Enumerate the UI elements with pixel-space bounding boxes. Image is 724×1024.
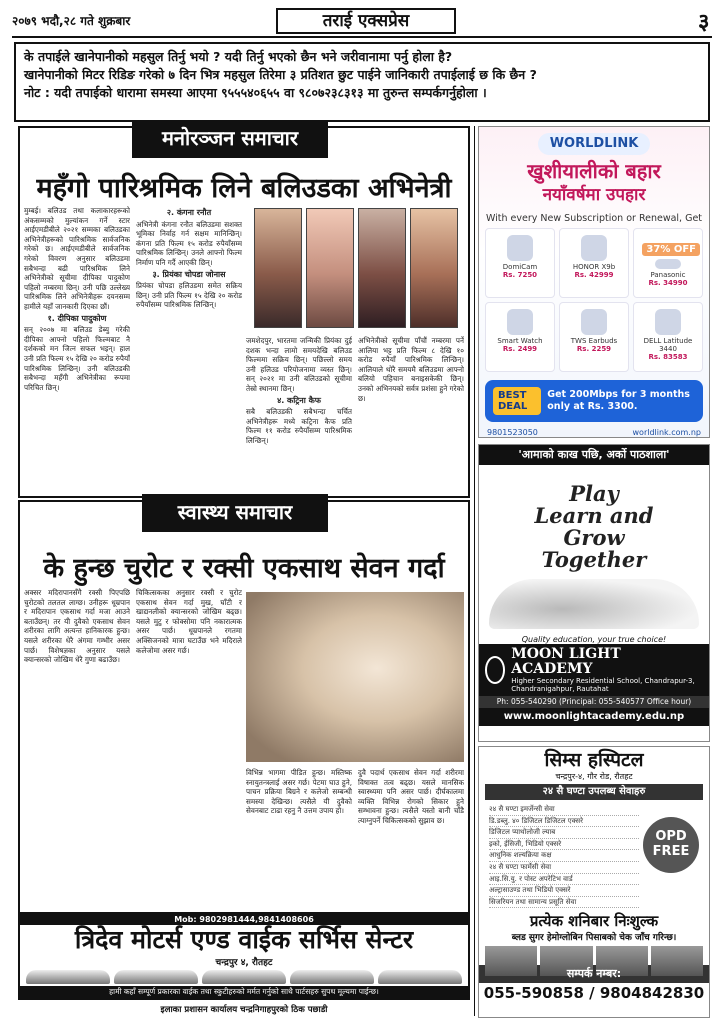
tridev-bikes: [20, 968, 468, 986]
service-item: इको, ईसिजी, भिडियो एक्सरे: [489, 839, 639, 851]
hospital-photo: [485, 946, 537, 976]
worldlink-title-2: नयाँवर्षमा उपहार: [542, 185, 646, 205]
moonlight-academy-ad: [478, 444, 710, 742]
product-name: Smart Watch: [497, 337, 543, 345]
opd-free-label: FREE: [652, 844, 690, 859]
worldlink-offer: With every New Subscription or Renewal, Get: [485, 213, 703, 224]
phone-icon: [581, 235, 607, 261]
column-divider: [474, 126, 475, 1016]
opd-free-badge: [643, 817, 699, 873]
moonlight-slogan: [479, 483, 709, 571]
laptop-icon: [655, 309, 681, 335]
saturday-free-checkup: प्रत्येक शनिबार निःशुल्क: [529, 912, 659, 931]
entertainment-col1-text: मुम्बई। बलिउड तथा कलाकारहरूको अंकसम्मको मुल्यांकन गर्ने स्टार आईएमडीबीले २०२१ सम्मका बलिउडका अभिनेत्रीहरूको पारिश्रमिक सार्वजनिक गरेको छ। आईएमडीबीले सार्वजनिक गरेको विवरण अनुसार बलिउडमा सबैभन्दा बढी पारिश्रमिक लिने अभिनेत्रीको सूचीमा दीपिका पादुकोण पहिलो नम्बरमा छिन्। उनी पछि उल्लेख्य पारिश्रमिक लिने अभिनेत्रीहरू दयनसम्म हामीले यहाँ जानकारी दिएका छौं।: [24, 206, 130, 311]
issue-date: २०७९ भदौ,२८ गते शुक्रबार: [12, 14, 131, 28]
sims-contact-label: सम्पर्क नम्बर:: [479, 965, 709, 983]
health-section-label: स्वास्थ्य समाचार: [142, 494, 328, 532]
slogan-line: Grow: [563, 525, 625, 550]
tridev-address: चन्द्रपुर ४, रौतहट: [215, 958, 273, 968]
entertainment-column-4: [358, 336, 464, 494]
product-card: [633, 302, 703, 372]
actress-photo: [410, 208, 458, 328]
moonlight-name: MOON LIGHT ACADEMY: [511, 646, 621, 677]
sims-contact-numbers: 055-590858 / 9804842830: [483, 984, 705, 1003]
hospital-photos: [479, 943, 709, 965]
deal-text: Get 200Mbps for 3 months only at Rs. 3300.: [547, 389, 690, 412]
actress-photo: [306, 208, 354, 328]
entertainment-col1-text-b: सन् २००७ मा बलिउड डेब्यु गरेकी दीपिका आफ्नो पहिलो फिल्मबाट नै दर्शकको मन जित्न सफल भइन्। हाल उनी प्रति फिल्म १५ देखि २० करोड रुपैयाँ पारिश्रमिक लिन्छिन्। उनी बलिउडकी सबैभन्दा महँगी अभिनेत्रीका रूपमा परिचित छिन्।: [24, 325, 130, 392]
worldlink-products: [479, 224, 709, 376]
tridev-mobile: Mob: 9802981444,9841408606: [20, 914, 468, 925]
entertainment-headline: महँगो पारिश्रमिक लिने बलिउडका अभिनेत्री: [36, 173, 452, 204]
product-price: Rs. 2259: [576, 345, 612, 353]
service-item: डि.डब्लु. ४० डिजिटल डिजिटल एक्सरे: [489, 816, 639, 828]
service-item: सिजरियन तथा सामान्य प्रसूति सेवा: [489, 897, 639, 909]
health-col3-text: विभिन्न भागमा पीडित हुन्छ। मस्तिष्क स्नायुतन्त्रलाई असर गर्छ। पेटमा घाउ हुने, पाचन प्रक्रिया बिग्रने र कलेजो सम्बन्धी समस्या देखिन्छ। त्यसैले यी दुवैको सेवनबाट टाढा रहनु नै उत्तम उपाय हो।: [246, 768, 352, 816]
entertainment-col3-subhead: ४. कट्रिना कैफ: [277, 395, 321, 405]
opd-label: OPD: [655, 829, 687, 844]
product-card: [559, 302, 629, 372]
notice-line-1: के तपाईले खानेपानीको महसुल तिर्नु भयो ? यदी तिर्नु भएको छैन भने जरीवानामा पर्नु होला है?: [24, 49, 453, 64]
bike-image: [378, 970, 462, 984]
service-item: डिजिटल प्याथोलोजी ल्याब: [489, 827, 639, 839]
service-item: २४ सै घण्टा फार्मेसी सेवा: [489, 862, 639, 874]
product-card: [485, 228, 555, 298]
moonlight-subtitle: Higher Secondary Residential School, Chandrapur-3, Chandranigahpur, Rautahat: [511, 677, 695, 693]
discount-badge: 37% OFF: [642, 243, 700, 256]
free-tests-note: ब्लड सुगर हेमोग्लोबिन पिसाबको चेक जाँच गरिन्छ।: [511, 933, 677, 944]
health-col2-text: चिकित्सकका अनुसार रक्सी र चुरोट एकसाथ सेवन गर्दा मुख, घाँटी र खाद्यनलीको क्यान्सरको जोखिम बढ्छ। यसले मुटु र फोक्सोमा पनि नकारात्मक असर पार्छ। धूम्रपानले रगतमा अक्सिजनको मात्रा घटाउँछ भने मदिराले कलेजोमा असर गर्छ।: [136, 588, 242, 655]
newspaper-name: तराई एक्सप्रेस: [276, 8, 456, 34]
entertainment-col2-subhead-2: ३. प्रियंका चोपडा जोनास: [152, 269, 226, 279]
product-name: Panasonic: [650, 271, 686, 279]
moonlight-name-bar: [479, 644, 709, 696]
service-item: अल्ट्रासाउण्ड तथा भिडियो एक्सरे: [489, 885, 639, 897]
service-item: आधुनिक शल्यक्रिया कक्ष: [489, 850, 639, 862]
service-item: २४ सै घण्टा इमर्जेन्सी सेवा: [489, 804, 639, 816]
sims-services-band: २४ सै घण्टा उपलब्ध सेवाहरु: [485, 784, 703, 800]
bike-image: [290, 970, 374, 984]
service-item: आइ.सि.यु. र पोस्ट अपरेटिभ वार्ड: [489, 874, 639, 886]
product-name: DomiCam: [502, 263, 538, 271]
smoking-drinking-photo: [246, 592, 464, 762]
entertainment-col4-text: अभिनेत्रीको सूचीमा पाँचौं नम्बरमा पर्ने आलिया भट्ट प्रति फिल्म ८ देखि १० करोड रुपैयाँ पारिश्रमिक लिन्छिन्। आलियाले थोरै समयमै बलिउडमा आफ्नो बलियो पहिचान बनाइसकेकी छिन्। उनको अभिनयको सर्वत्र प्रशंसा हुने गरेको छ।: [358, 336, 464, 403]
bike-image: [114, 970, 198, 984]
moonlight-website: www.moonlightacademy.edu.np: [479, 708, 709, 726]
tridev-name: त्रिदेव मोटर्स एण्ड वाईक सर्भिस सेन्टर: [74, 925, 414, 954]
product-price: Rs. 83583: [648, 353, 688, 361]
slogan-line: Play: [569, 481, 619, 506]
actresses-photo-strip: [246, 208, 466, 328]
product-price: Rs. 7250: [502, 271, 538, 279]
entertainment-col3-text-b: सबै बलिउडकी सबैभन्दा चर्चित अभिनेत्रीहरू मध्ये कट्रिना कैफ प्रति फिल्म ११ करोड रुपैयाँसम्म पारिश्रमिक लिन्छिन्।: [246, 407, 352, 445]
appliance-icon: [655, 259, 681, 269]
camera-icon: [507, 235, 533, 261]
worldlink-footer: [479, 426, 709, 438]
worldlink-phone: 9801523050: [487, 428, 538, 437]
entertainment-col2-text-b: प्रियंका चोपडा हलिउडमा समेत सक्रिय छिन्। उनी प्रति फिल्म १५ देखि २० करोड रुपैयाँसम्म पारिश्रमिक लिन्छिन्।: [136, 281, 242, 310]
bike-image: [26, 970, 110, 984]
product-name: HONOR X9b: [572, 263, 616, 271]
sims-address: चन्द्रपुर-४, गौर रोड, रौतहट: [555, 772, 633, 781]
moonlight-phone: Ph: 055-540290 (Principal: 055-540577 Office hour): [479, 696, 709, 708]
worldlink-ad: [478, 126, 710, 438]
product-card: [633, 228, 703, 298]
product-name: DELL Latitude 3440: [643, 337, 693, 353]
page-number: ३: [698, 10, 710, 35]
product-price: Rs. 34990: [648, 279, 688, 287]
moonlight-quote: Quality education, your true choice!: [521, 635, 667, 644]
page-footer-note: इलाका प्रशासन कार्यालय चन्द्रनिगाहपुरको ठिक पछाडी: [160, 1005, 328, 1015]
moonlight-logo-icon: [485, 656, 505, 684]
actress-photo: [254, 208, 302, 328]
health-col4-text: दुवै पदार्थ एकसाथ सेवन गर्दा शरीरमा विषाक्त तत्व बढ्छ। यसले मानसिक स्वास्थ्यमा पनि असर पार्छ। दीर्घकालमा व्यक्ति विभिन्न रोगको सिकार हुने सम्भावना हुन्छ। त्यसैले यस्तो बानी चाँडै त्याग्नुपर्ने चिकित्सकको सुझाव छ।: [358, 768, 464, 825]
sims-hospital-name: सिम्स हस्पिटल: [544, 749, 644, 771]
entertainment-column-2: [136, 206, 242, 494]
slogan-line: Together: [541, 547, 647, 572]
product-card: [485, 302, 555, 372]
actress-photo: [358, 208, 406, 328]
worldlink-web: worldlink.com.np: [632, 428, 701, 437]
health-column-4: [358, 768, 464, 912]
entertainment-column-3: [246, 336, 352, 494]
tridev-tagline: हामी कहाँ सम्पूर्ण प्रकारका वाईक तथा स्कुटीहरुको मर्मत गर्नुको साथै पार्टसहरु सुपथ मूल्यमा पाईन्छ।: [20, 986, 468, 998]
health-column-2: [136, 588, 242, 912]
product-name: TWS Earbuds: [570, 337, 618, 345]
health-headline: के हुन्छ चुरोट र रक्सी एकसाथ सेवन गर्दा: [43, 553, 445, 584]
entertainment-column-1: [24, 206, 130, 494]
header-rule: [12, 36, 712, 38]
product-card: [559, 228, 629, 298]
water-bill-notice: [14, 42, 710, 122]
notice-line-3: नोट : यदी तपाईको धारामा समस्या आएमा ९५५५४०६५५ वा ९८०७२३८३१३ मा तुरुन्त सम्पर्कगर्नुहोला ।: [24, 85, 487, 100]
product-price: Rs. 2499: [502, 345, 538, 353]
worldlink-logo: WORLDLINK: [538, 133, 650, 155]
children-reading-image: [489, 579, 699, 629]
notice-line-2: खानेपानीको मिटर रिडिङ गरेको ७ दिन भित्र महसुल तिरेमा ३ प्रतिशत छुट पाईने जानिकारी तपाईलाई छ कि छैन ?: [24, 67, 537, 82]
earbuds-icon: [581, 309, 607, 335]
entertainment-col1-subhead: १. दीपिका पादुकोण: [47, 313, 107, 323]
health-column-3: [246, 768, 352, 912]
slogan-line: Learn and: [534, 503, 654, 528]
watch-icon: [507, 309, 533, 335]
tridev-motors-ad: [18, 912, 470, 1000]
entertainment-col3-text: जमशेदपुर, भारतमा जन्मिकी प्रियंका दुई दशक भन्दा लामो समयदेखि बलिउड फिल्ममा सक्रिय छिन्। पछिल्लो समय उनी हलिउड परियोजनामा व्यस्त छिन्। सन् २०२१ मा उनी बलिउडको सूचीमा तेस्रो स्थानमा छिन्।: [246, 336, 352, 393]
hospital-photo: [651, 946, 703, 976]
product-price: Rs. 42999: [574, 271, 614, 279]
bike-image: [202, 970, 286, 984]
best-deal-badge: BEST DEAL: [493, 387, 541, 415]
worldlink-title-1: खुशीयालीको बहार: [527, 159, 661, 183]
entertainment-col2-subhead-1: २. कंगना रनौत: [166, 208, 212, 217]
sims-hospital-ad: [478, 746, 710, 1018]
worldlink-deal-banner: [485, 380, 703, 422]
entertainment-col2-text: अभिनेत्री कंगना रनौत बलिउडमा सशक्त भूमिका निर्वाह गर्न सक्षम मानिन्छिन्। कंगना प्रति फिल्म १५ करोड रुपैयाँसम्म पारिश्रमिक लिन्छिन्। उनले आफ्नो फिल्म निर्माण पनि गर्दै आएकी छिन्।: [136, 219, 242, 267]
moonlight-tagline: 'आमाको काख पछि, अर्को पाठशाला': [479, 445, 709, 465]
health-column-1: [24, 588, 130, 912]
health-col1-text: अक्सर मदिरापानसँगै रक्सी पिएपछि चुरोटको तलतल लाग्छ। उनीहरू धूम्रपान र मदिरापान एकसाथ गर्दा मजा आउने बताउँछन्। तर यी दुवैको एकसाथ सेवन शरीरका लागि अत्यन्त हानिकारक हुन्छ। यसले शरीरका धेरै अंगमा गम्भीर असर पार्छ। विशेषज्ञका अनुसार यसले क्यान्सरको जोखिम धेरै गुणा बढाउँछ।: [24, 588, 130, 665]
entertainment-section-label: मनोरञ्जन समाचार: [132, 120, 328, 158]
